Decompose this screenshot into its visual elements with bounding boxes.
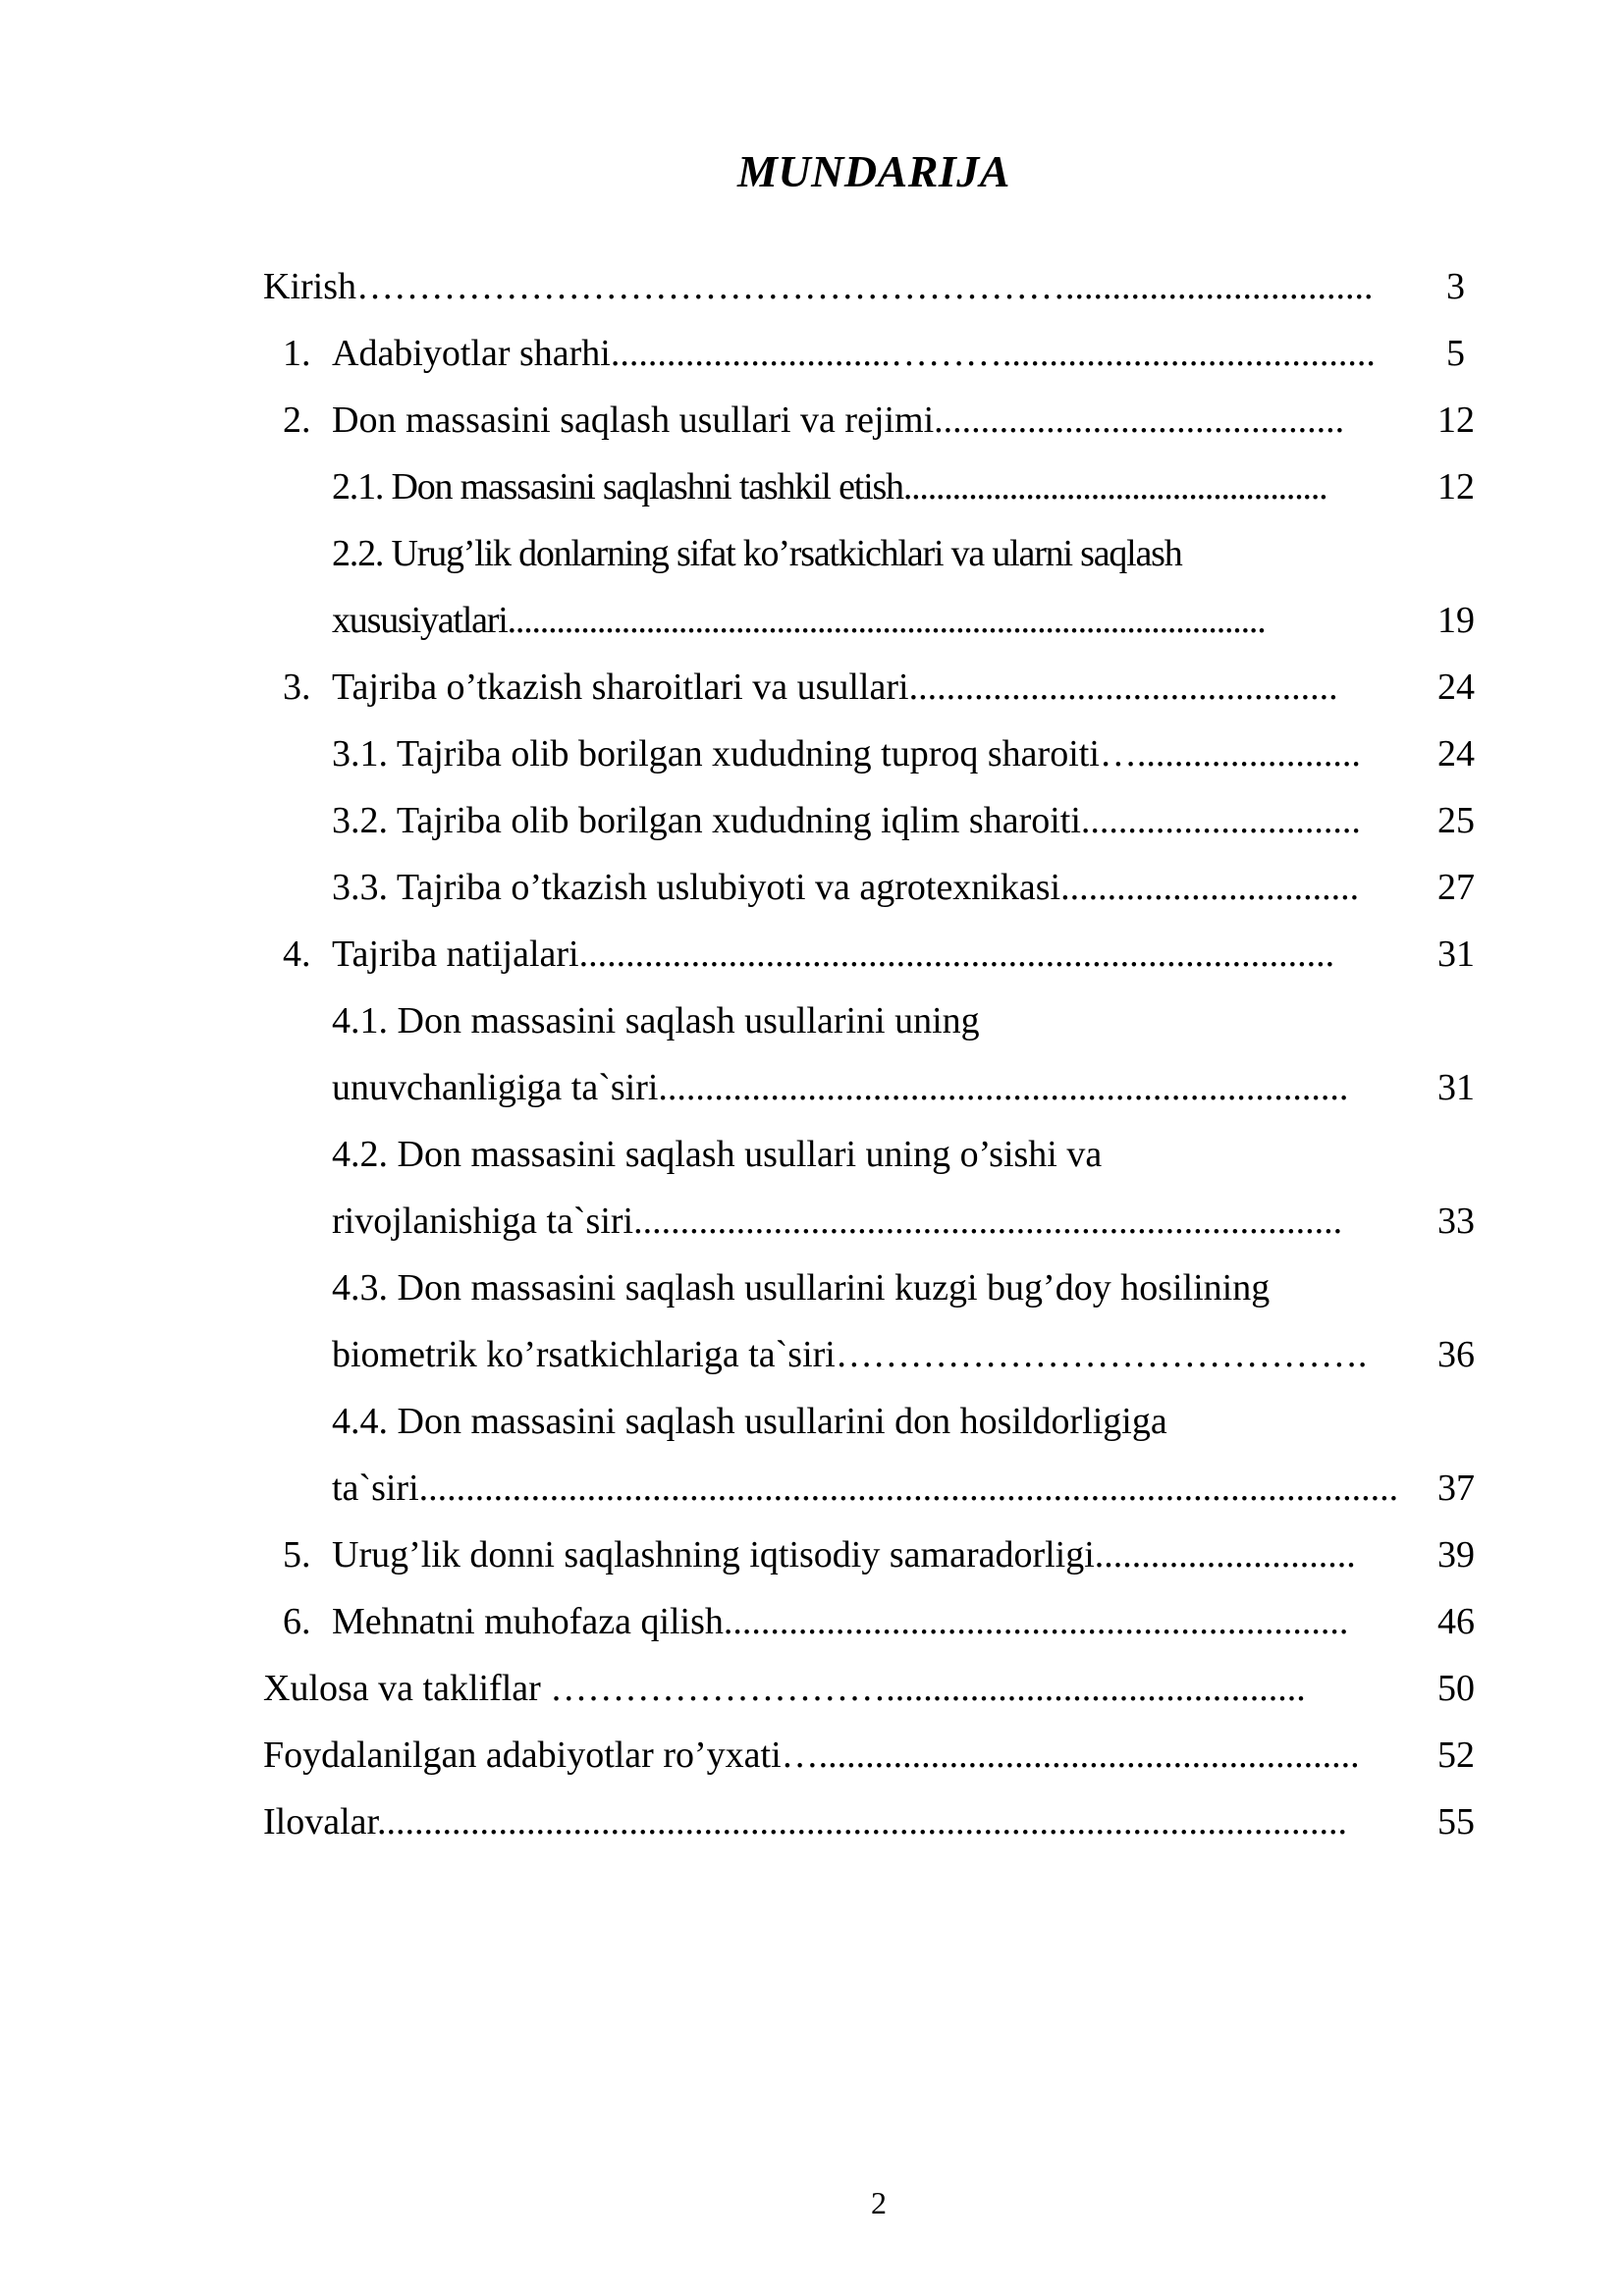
toc-entry-label: unuvchanligiga ta`siri..........................................................................: [332, 1067, 1349, 1108]
toc-entry-label: Tajriba o’tkazish sharoitlari va usullari..............................................: [332, 667, 1338, 708]
toc-entry-number: 1.: [283, 333, 311, 374]
toc-entry-label: Tajriba natijalari.................................................................................: [332, 934, 1335, 975]
toc-entry-label: Mehnatni muhofaza qilish...................................................................: [332, 1601, 1349, 1642]
toc-entry-page: 12: [1437, 400, 1475, 441]
toc-entry-page: 5: [1446, 333, 1465, 374]
toc-entry-4-1[interactable]: [0, 988, 1624, 1054]
toc-entry-page: 25: [1437, 800, 1475, 841]
toc-entry-label: 4.2. Don massasini saqlash usullari uning o’sishi va: [332, 1134, 1103, 1175]
toc-entry-page: 24: [1437, 667, 1475, 708]
toc-entry-number: 6.: [283, 1601, 311, 1642]
table-of-contents: [0, 253, 1624, 1843]
toc-entry-4-1-cont[interactable]: [0, 1054, 1624, 1121]
toc-entry-number: 5.: [283, 1534, 311, 1575]
toc-entry-label: Don massasini saqlash usullari va rejimi............................................: [332, 400, 1345, 441]
page-number: 2: [871, 2185, 887, 2220]
toc-entry-ilovalar[interactable]: [0, 1789, 1624, 1855]
toc-entry-4-2-cont[interactable]: [0, 1188, 1624, 1255]
toc-entry-label: rivojlanishiga ta`siri............................................................................: [332, 1201, 1343, 1242]
toc-entry-page: 37: [1437, 1468, 1475, 1509]
toc-entry-page: 31: [1437, 934, 1475, 975]
toc-entry-label: 2.2. Urug’lik donlarning sifat ko’rsatkichlari va ularni saqlash: [332, 533, 1182, 574]
toc-entry-label: 4.4. Don massasini saqlash usullarini don hosildorligiga: [332, 1401, 1167, 1442]
toc-entry-page: 50: [1437, 1668, 1475, 1709]
toc-entry-2-2[interactable]: [0, 520, 1624, 587]
toc-entry-label: 4.3. Don massasini saqlash usullarini kuzgi bug’doy hosilining: [332, 1267, 1271, 1308]
toc-entry-label: Urug’lik donni saqlashning iqtisodiy samaradorligi............................: [332, 1534, 1356, 1575]
toc-entry-label: 4.1. Don massasini saqlash usullarini uning: [332, 1000, 980, 1041]
toc-entry-page: 39: [1437, 1534, 1475, 1575]
toc-entry-page: 55: [1437, 1801, 1475, 1842]
toc-entry-label: 3.1. Tajriba olib borilgan xududning tuproq sharoiti…........................: [332, 733, 1361, 774]
toc-entry-page: 12: [1437, 466, 1475, 507]
toc-entry-label: Ilovalar........................................................................................................: [263, 1801, 1348, 1842]
toc-entry-xulosa[interactable]: [0, 1655, 1624, 1722]
toc-entry-page: 31: [1437, 1067, 1475, 1108]
toc-entry-kirish[interactable]: [0, 253, 1624, 320]
toc-entry-4-2[interactable]: [0, 1121, 1624, 1188]
toc-entry-4[interactable]: [0, 921, 1624, 988]
toc-entry-adabiyotlar[interactable]: [0, 1722, 1624, 1789]
toc-entry-4-3[interactable]: [0, 1255, 1624, 1321]
toc-entry-label: biometrik ko’rsatkichlariga ta`siri…………………………………….: [332, 1334, 1368, 1375]
toc-entry-1[interactable]: [0, 320, 1624, 387]
toc-entry-page: 46: [1437, 1601, 1475, 1642]
toc-entry-4-3-cont[interactable]: [0, 1321, 1624, 1388]
toc-entry-page: 19: [1437, 600, 1475, 641]
toc-entry-6[interactable]: [0, 1588, 1624, 1655]
toc-entry-3[interactable]: [0, 654, 1624, 721]
toc-entry-label: 3.3. Tajriba o’tkazish uslubiyoti va agrotexnikasi................................: [332, 867, 1360, 908]
toc-entry-number: 4.: [283, 934, 311, 975]
toc-entry-page: 52: [1437, 1735, 1475, 1776]
toc-entry-3-2[interactable]: [0, 787, 1624, 854]
toc-entry-label: ta`siri.........................................................................................................: [332, 1468, 1399, 1509]
toc-entry-page: 27: [1437, 867, 1475, 908]
toc-entry-label: Foydalanilgan adabiyotlar ro’yxati…..........................................................: [263, 1735, 1360, 1776]
toc-entry-label: Adabiyotlar sharhi..............................………........................................: [332, 333, 1376, 374]
page-title: MUNDARIJA: [736, 146, 1010, 196]
toc-entry-page: 36: [1437, 1334, 1475, 1375]
toc-entry-label: 2.1. Don massasini saqlashni tashkil etish....................................................: [332, 466, 1327, 507]
toc-entry-page: 33: [1437, 1201, 1475, 1242]
toc-entry-3-1[interactable]: [0, 721, 1624, 787]
toc-entry-label: Kirish………………………………………………….................................: [263, 266, 1374, 307]
toc-entry-page: 3: [1446, 266, 1465, 307]
toc-entry-label: xususiyatlari.............................................................................................: [332, 600, 1266, 641]
toc-entry-4-4[interactable]: [0, 1388, 1624, 1455]
toc-entry-2-2-cont[interactable]: [0, 587, 1624, 654]
toc-entry-2[interactable]: [0, 387, 1624, 454]
toc-entry-label: 3.2. Tajriba olib borilgan xududning iqlim sharoiti..............................: [332, 800, 1361, 841]
toc-entry-number: 2.: [283, 400, 311, 441]
toc-entry-page: 24: [1437, 733, 1475, 774]
toc-entry-3-3[interactable]: [0, 854, 1624, 921]
toc-entry-label: Xulosa va takliflar ……………………….............................................: [263, 1668, 1306, 1709]
toc-entry-5[interactable]: [0, 1522, 1624, 1588]
toc-entry-number: 3.: [283, 667, 311, 708]
toc-entry-4-4-cont[interactable]: [0, 1455, 1624, 1522]
toc-entry-2-1[interactable]: [0, 454, 1624, 520]
